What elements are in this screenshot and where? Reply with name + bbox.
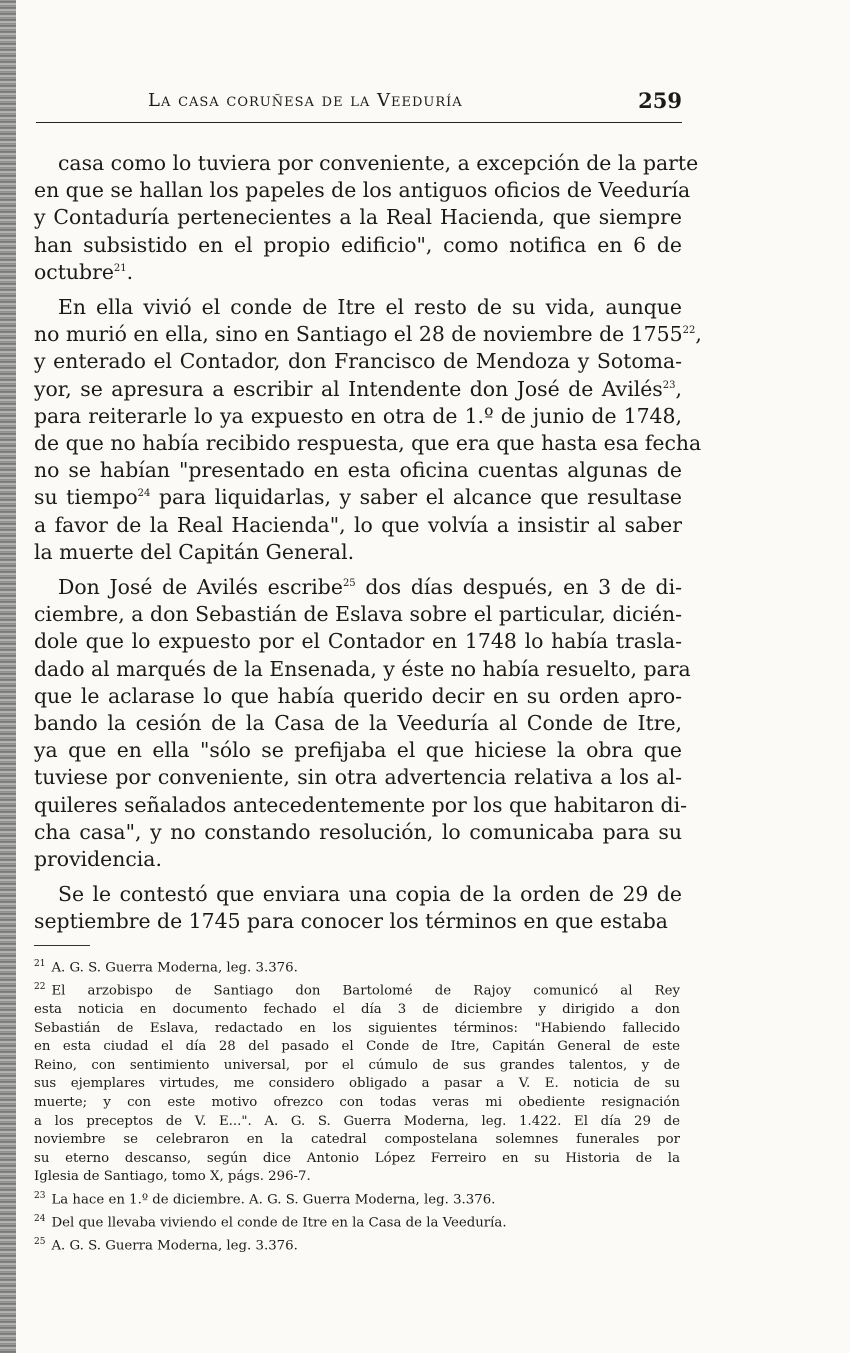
body-text: [34, 150, 702, 936]
text-line: su tiempo$^{24}$ para liquidarlas, y saber el alcance que resultase: [34, 485, 682, 510]
text-line: que le aclarase lo que había querido decir en su orden apro-: [34, 683, 682, 708]
footnote-ref: 22: [682, 325, 696, 337]
footnotes: [34, 955, 680, 1256]
footnote-number: 25: [34, 1237, 46, 1247]
text-line: ya que en ella "sólo se prefijaba el que hiciese la obra que: [34, 738, 682, 763]
footnote-line: muerte; y con este motivo ofrezco con todas veras mi obediente resignación: [34, 1095, 680, 1110]
footnote-number: 22: [34, 982, 46, 993]
footnote-line: sus ejemplares virtudes, me considero obligado a pasar a V. E. noticia de su: [34, 1076, 680, 1092]
text-line: de que no había recibido respuesta, que era que hasta esa fecha: [34, 431, 702, 456]
page-header: [148, 88, 682, 118]
text-line: dado al marqués de la Ensenada, y éste no había resuelto, para: [34, 656, 691, 681]
text-line: la muerte del Capitán General.: [34, 539, 355, 564]
text-line: y Contaduría pertenecientes a la Real Hacienda, que siempre: [34, 205, 682, 230]
header-rule: [36, 122, 682, 123]
text-line: quileres señalados antecedentemente por los que habitaron di-: [34, 792, 688, 817]
text-line: cha casa", y no constando resolución, lo comunicaba para su: [34, 819, 682, 844]
text-line: tuviese por conveniente, sin otra advertencia relativa a los al-: [34, 765, 682, 790]
footnote-line: su eterno descanso, según dice Antonio López Ferreiro en su Historia de la: [34, 1150, 680, 1166]
text-line: ciembre, a don Sebastián de Eslava sobre el particular, dicién-: [34, 602, 682, 627]
footnote-line: $^{22}$ El arzobispo de Santiago don Bartolomé de Rajoy comunicó al Rey: [34, 982, 680, 999]
footnote-line: esta noticia en documento fechado el día 3 de diciembre y dirigido a don: [34, 1002, 680, 1018]
footnote-ref: 21: [113, 263, 127, 275]
footnote-ref: 25: [342, 578, 356, 590]
text-line: y enterado el Contador, don Francisco de Mendoza y Sotoma-: [34, 349, 682, 374]
text-line: en que se hallan los papeles de los antiguos oficios de Veeduría: [34, 178, 691, 203]
text-line: octubre$^{21}$.: [34, 259, 134, 284]
text-line: En ella vivió el conde de Itre el resto de su vida, aunque: [58, 295, 682, 320]
footnote-line: $^{23}$ La hace en 1.º de diciembre. A. G. S. Guerra Moderna, leg. 3.376.: [34, 1190, 496, 1208]
footnote-line: $^{21}$ A. G. S. Guerra Moderna, leg. 3.376.: [34, 959, 298, 976]
footnote-number: 21: [34, 959, 46, 969]
text-line: para reiterarle lo ya expuesto en otra de 1.º de junio de 1748,: [34, 403, 682, 428]
paragraph-gap: [34, 873, 682, 881]
footnote-ref: 24: [137, 488, 151, 500]
footnote-line: Reino, con sentimiento universal, por el cúmulo de sus grandes talentos, y de: [34, 1057, 680, 1073]
text-line: yor, se apresura a escribir al Intendente don José de Avilés$^{23}$,: [34, 376, 682, 401]
footnote-line: $^{24}$ Del que llevaba viviendo el conde de Itre en la Casa de la Veeduría.: [34, 1213, 507, 1231]
page-number: 259: [638, 88, 682, 113]
paragraph-gap: [34, 566, 682, 574]
footnote-rule: [34, 945, 90, 946]
footnote-line: Sebastián de Eslava, redactado en los siguientes términos: "Habiendo fallecido: [34, 1020, 680, 1036]
text-line: Se le contestó que enviara una copia de la orden de 29 de: [58, 882, 682, 907]
text-line: no se habían "presentado en esta oficina cuentas algunas de: [34, 458, 682, 483]
footnote-line: noviembre se celebraron en la catedral compostelana solemnes funerales por: [34, 1132, 680, 1148]
book-binding-edge: [0, 0, 16, 1353]
paragraph-gap: [34, 286, 682, 294]
footnote-number: 23: [34, 1190, 46, 1201]
text-line: providencia.: [34, 847, 162, 872]
footnote-line: $^{25}$ A. G. S. Guerra Moderna, leg. 3.376.: [34, 1237, 298, 1254]
text-line: no murió en ella, sino en Santiago el 28 de noviembre de 1755$^{22}$,: [34, 322, 702, 347]
footnote-line: a los preceptos de V. E...". A. G. S. Guerra Moderna, leg. 1.422. El día 29 de: [34, 1113, 680, 1129]
text-line: a favor de la Real Hacienda", lo que volvía a insistir al saber: [34, 512, 682, 537]
text-line: han subsistido en el propio edificio", como notifica en 6 de: [34, 232, 682, 257]
footnote-line: Iglesia de Santiago, tomo X, págs. 296-7.: [34, 1169, 311, 1185]
text-line: Don José de Avilés escribe$^{25}$ dos días después, en 3 de di-: [58, 575, 682, 600]
text-line: septiembre de 1745 para conocer los términos en que estaba: [34, 909, 668, 934]
text-line: dole que lo expuesto por el Contador en 1748 lo había trasla-: [34, 629, 682, 654]
footnote-line: en esta ciudad el día 28 del pasado el Conde de Itre, Capitán General de este: [34, 1039, 680, 1055]
text-line: bando la cesión de la Casa de la Veeduría al Conde de Itre,: [34, 711, 682, 736]
footnote-ref: 23: [662, 379, 676, 391]
running-title: La casa coruñesa de la Veeduría: [148, 90, 463, 111]
footnote-number: 24: [34, 1213, 46, 1224]
text-line: casa como lo tuviera por conveniente, a excepción de la parte: [58, 151, 699, 175]
